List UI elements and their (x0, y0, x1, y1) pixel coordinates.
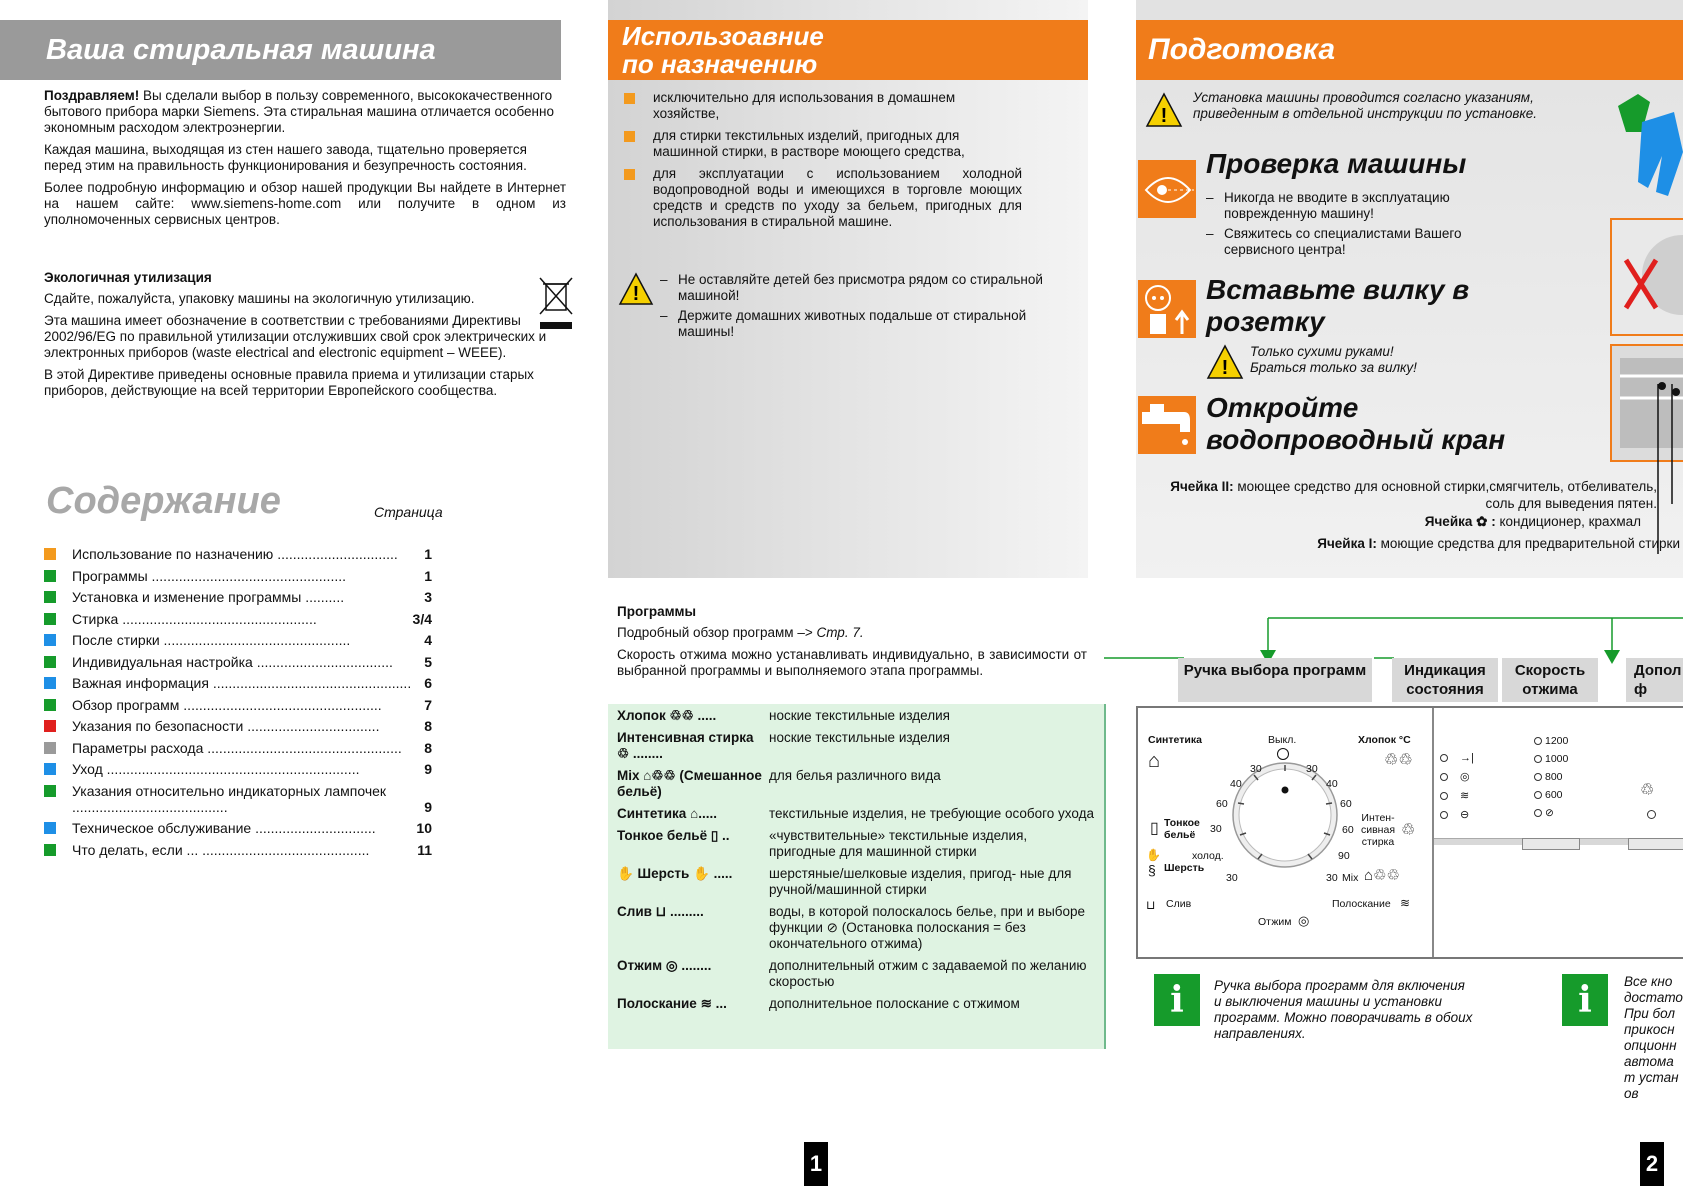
toc-item (44, 820, 432, 836)
status-icon: ≋ (1460, 790, 1470, 802)
toc-color-marker (44, 570, 56, 582)
dial-spin: Отжим (1258, 916, 1292, 928)
toc-color-marker (44, 720, 56, 732)
plug-heading: Вставьте вилку в розетку (1206, 274, 1470, 337)
dial-rinse: Полоскание (1332, 898, 1391, 910)
spin-speed-option (1534, 786, 1594, 804)
toc-item (44, 740, 432, 756)
toc-item (44, 546, 432, 562)
toc-label: Программы .................................................. (72, 567, 346, 584)
spin-note: Скорость отжима можно устанавливать индивидуально, в зависимости от выбранной программы и выполняемого этапа программы. (617, 647, 1087, 678)
temp-label: 90 (1338, 850, 1350, 862)
toc-label: Уход ................................................................. (72, 761, 360, 777)
cell-flower-description: Ячейка ✿ : кондиционер, крахмал (1424, 514, 1641, 529)
temp-label: 30 (1326, 872, 1338, 884)
toc-page-number: 3/4 (412, 610, 432, 627)
toc-page-number: 5 (424, 653, 432, 670)
delicate-icon: ▯ (1150, 820, 1159, 837)
toc-item (44, 761, 432, 777)
machine-check-picture (1610, 218, 1683, 336)
toc-page-number: 9 (424, 761, 432, 777)
eco-disposal-section (44, 270, 569, 405)
toc-label: Важная информация ................................................... (72, 675, 412, 691)
temp-label: 60 (1340, 798, 1352, 810)
cell-2-description: Ячейка II: моющее средство для основной стирки,смягчитель, отбеливатель, соль для выведения пятен. (1170, 479, 1657, 511)
header-extra-functions: Допол ф (1626, 658, 1683, 702)
dial-intensive: Интен- сивная стирка (1360, 812, 1396, 848)
list-item: исключительно для использования в домашнем хозяйстве, (622, 90, 1022, 122)
header-spin-speed: Скорость отжима (1502, 658, 1598, 702)
temp-label: 30 (1250, 763, 1262, 775)
list-item: – Никогда не вводите в эксплуатацию поврежденную машину! (1206, 190, 1450, 221)
intended-use-list (622, 90, 1022, 236)
program-description: дополнительное полоскание с отжимом (769, 996, 1020, 1011)
program-description: текстильные изделия, не требующие особого ухода (769, 806, 1094, 821)
toc-page-number: 8 (424, 739, 432, 756)
toc-color-marker (44, 591, 56, 603)
tap-heading: Откройте водопроводный кран (1206, 392, 1506, 455)
eco-paragraph: Сдайте, пожалуйста, упаковку машины на экологичную утилизацию. (44, 291, 475, 306)
speed-value: 1200 (1545, 735, 1569, 747)
list-item: – Держите домашних животных подальше от стиральной машины! (660, 308, 1027, 339)
crossed-bin-icon (538, 276, 574, 332)
warning-icon (618, 272, 654, 306)
status-indicator-list (1440, 748, 1500, 824)
toc-color-marker (44, 822, 56, 834)
toc-page-number: 8 (424, 718, 432, 734)
off-position-icon (1277, 748, 1289, 760)
toc-item (44, 842, 432, 858)
toc-item (44, 589, 432, 605)
program-row (617, 996, 1097, 1012)
toc-label: Указания относительно индикаторных лампочек ........................................ (72, 782, 387, 815)
toc-page-label: Страница (374, 504, 443, 520)
install-note: Установка машины проводится согласно указаниям, приведенным в отдельной инструкции по установке. (1193, 90, 1538, 121)
info-icon: i (1154, 974, 1200, 1026)
toc-label: Использование по назначению ............................... (72, 546, 398, 562)
program-name: Слив ⊔ ......... (617, 904, 704, 919)
toc-item (44, 718, 432, 734)
temp-label: 40 (1326, 778, 1338, 790)
programs-overview: Подробный обзор программ –> Стр. 7. (617, 625, 864, 640)
table-of-contents (44, 546, 432, 863)
program-description: шерстяные/шелковые изделия, пригод- ные для ручной/машинной стирки (769, 866, 1072, 897)
status-led (1440, 754, 1448, 762)
toc-page-number: 1 (424, 567, 432, 584)
hand-wash-icon: ✋ (1146, 848, 1161, 862)
program-name: Тонкое бельё ▯ .. (617, 828, 730, 843)
toc-color-marker (44, 763, 56, 775)
intro-paragraph: Каждая машина, выходящая из стен нашего завода, тщательно проверяется перед этим на правильность функционирования и безупречность состояния. (44, 142, 527, 173)
program-name: Mix ⌂♲♲ (Смешанное бельё) (617, 768, 762, 799)
option-button[interactable] (1628, 838, 1683, 850)
list-item: для стирки текстильных изделий, пригодных для машинной стирки, в растворе моющего средства, (622, 128, 1022, 160)
status-led (1440, 773, 1448, 781)
status-indicator (1440, 748, 1500, 767)
eco-paragraph: В этой Директиве приведены основные правила приема и утилизации старых приборов, действующие на всей территории Европейского сообщества. (44, 367, 534, 398)
toc-title: Содержание (46, 480, 281, 522)
program-name: Интенсивная стирка ♲ ........ (617, 730, 754, 761)
eye-icon (1138, 160, 1196, 218)
program-row (617, 866, 1097, 898)
toc-label: После стирки ................................................ (72, 632, 351, 648)
program-description: «чувствительные» текстильные изделия, пригодные для машинной стирки (769, 828, 1028, 859)
toc-page-number: 1 (424, 546, 432, 562)
temp-label: 60 (1342, 824, 1354, 836)
children-pets-warning (660, 272, 1080, 344)
toc-color-marker (44, 677, 56, 689)
spin-speed-list (1534, 732, 1594, 822)
speed-value: 800 (1545, 771, 1563, 783)
status-led (1440, 792, 1448, 800)
dial-mix: Mix (1342, 872, 1359, 884)
intro-paragraph: Поздравляем! Вы сделали выбор в пользу современного, высококачественного бытового прибора марки Siemens. Эта стиральная машина отличается особенно экономным расходом электроэнергии. (44, 88, 554, 135)
page-title-washing-machine: Ваша стиральная машина (0, 20, 561, 80)
mix-icon: ⌂♲♲ (1364, 867, 1400, 884)
program-row (617, 958, 1097, 990)
speed-value: 1000 (1545, 753, 1569, 765)
temp-label: 30 (1210, 823, 1222, 835)
svg-text:!: ! (632, 283, 640, 305)
check-list (1206, 190, 1506, 262)
water-tap-icon (1138, 396, 1196, 454)
toc-page-number: 7 (424, 696, 432, 713)
programs-list (617, 708, 1097, 1018)
toc-item (44, 783, 432, 815)
toc-color-marker (44, 844, 56, 856)
option-led (1647, 810, 1656, 819)
spin-icon: ◎ (1298, 913, 1310, 928)
toc-item (44, 675, 432, 691)
dial-drain: Слив (1166, 898, 1192, 910)
drain-icon: ⊔ (1146, 898, 1156, 912)
page-title-preparation: Подготовка (1136, 20, 1683, 80)
toc-item (44, 611, 432, 627)
program-name: Хлопок ♲♲ ..... (617, 708, 717, 723)
speed-led (1534, 773, 1542, 781)
programs-heading: Программы (617, 604, 697, 619)
toc-page-number: 10 (416, 820, 432, 836)
cell-1-description: Ячейка I: моющие средства для предварительной стирки (1317, 536, 1680, 551)
program-row (617, 730, 1097, 762)
speed-led (1534, 755, 1542, 763)
program-description: для белья различного вида (769, 768, 941, 783)
toc-label: Обзор программ ................................................... (72, 696, 382, 713)
toc-page-number: 11 (417, 841, 432, 858)
spin-speed-option (1534, 804, 1594, 822)
program-name: Отжим ◎ ........ (617, 958, 712, 973)
toc-label: Установка и изменение программы .......... (72, 589, 345, 605)
page-title-intended-use: Использоавние по назначению (608, 20, 1088, 80)
toc-label: Индивидуальная настройка ................................... (72, 653, 393, 670)
program-name: Полоскание ≋ ... (617, 996, 727, 1011)
page-number: 1 (804, 1142, 828, 1186)
toc-page-number: 3 (424, 589, 432, 605)
dial-delicate: Тонкое бельё (1164, 817, 1200, 841)
program-name: ✋ Шерсть ✋ ..... (617, 866, 733, 881)
toc-item (44, 697, 432, 713)
dial-cold: холод. (1192, 850, 1224, 862)
status-icon: ◎ (1460, 771, 1470, 783)
warning-icon (1145, 92, 1183, 128)
panel-divider (1432, 708, 1434, 957)
spin-speed-option (1534, 768, 1594, 786)
spin-button[interactable] (1522, 838, 1580, 850)
list-item: – Не оставляйте детей без присмотра рядом со стиральной машиной! (660, 272, 1043, 303)
toc-item (44, 568, 432, 584)
program-row (617, 806, 1097, 822)
toc-label: Параметры расхода .................................................. (72, 739, 402, 756)
status-indicator (1440, 767, 1500, 786)
eco-heading: Экологичная утилизация (44, 270, 212, 285)
dial-cotton: Хлопок °C (1358, 734, 1411, 746)
program-description: ноские текстильные изделия (769, 730, 950, 745)
toc-color-marker (44, 699, 56, 711)
program-row (617, 708, 1097, 724)
plug-icon (1138, 280, 1196, 338)
program-description: ноские текстильные изделия (769, 708, 950, 723)
program-description: дополнительный отжим с задаваемой по желанию скоростью (769, 958, 1087, 989)
toc-item (44, 632, 432, 648)
status-led (1440, 811, 1448, 819)
list-item: – Свяжитесь со специалистами Вашего сервисного центра! (1206, 226, 1462, 257)
toc-color-marker (44, 548, 56, 560)
warning-icon (1206, 344, 1244, 380)
toc-page-number: 4 (424, 632, 432, 648)
toc-color-marker (44, 613, 56, 625)
speed-led (1534, 809, 1542, 817)
list-item: для эксплуатации с использованием холодной водопроводной воды и имеющихся в торговле моющих средств и средств по уходу за бельем, пригодных для использования в стиральной машине. (622, 166, 1022, 230)
toc-page-number: 9 (424, 798, 432, 815)
overview-link: Стр. 7. (816, 625, 864, 640)
program-row (617, 768, 1097, 800)
info-icon: i (1562, 974, 1608, 1026)
laundry-clothes-icon (1612, 92, 1683, 196)
toc-item (44, 654, 432, 670)
dial-off: Выкл. (1268, 734, 1297, 746)
eco-paragraph: Эта машина имеет обозначение в соответствии с требованиями Директивы 2002/96/EG по правильной утилизации отслуживших свой срок электрических и электронных приборов (waste electrical and electronic equipment – WEEE). (44, 313, 547, 360)
toc-color-marker (44, 742, 56, 754)
wool-icon: § (1148, 862, 1156, 878)
spin-speed-option (1534, 750, 1594, 768)
toc-color-marker (44, 634, 56, 646)
status-icon: →| (1460, 751, 1474, 764)
toc-page-number: 6 (424, 675, 432, 691)
dial-tick-marks (1234, 763, 1336, 867)
speed-led (1534, 791, 1542, 799)
info-buttons: Все кно достато При бол прикосн опционн автомат установ (1624, 974, 1683, 1101)
status-indicator (1440, 805, 1500, 824)
temp-label: 60 (1216, 798, 1228, 810)
speed-value: ⊘ (1545, 807, 1554, 819)
intensive-icon: ♲ (1401, 822, 1416, 839)
plug-note: Только сухими руками! Браться только за вилку! (1250, 344, 1417, 375)
header-status-indicator: Индикация состояния (1392, 658, 1498, 702)
cotton-icon: ♲♲ (1384, 752, 1413, 769)
dial-wool: Шерсть (1164, 862, 1205, 874)
program-row (617, 904, 1097, 952)
program-name: Синтетика ⌂..... (617, 806, 717, 821)
status-icon: ⊖ (1460, 809, 1470, 821)
program-row (617, 828, 1097, 860)
page-number: 2 (1640, 1142, 1664, 1186)
dial-synthetic: Синтетика (1148, 734, 1202, 746)
svg-text:!: ! (1221, 357, 1229, 379)
prewash-icon: ♲ (1640, 782, 1655, 799)
toc-label: Указания по безопасности .................................. (72, 718, 380, 734)
speed-value: 600 (1545, 789, 1563, 801)
toc-color-marker (44, 785, 56, 797)
temp-label: 30 (1226, 872, 1238, 884)
spin-speed-option (1534, 732, 1594, 750)
programs-section (617, 604, 1087, 685)
intro-paragraph: Более подробную информацию и обзор нашей продукции Вы найдете в Интернет на нашем сайте: www.siemens-home.com или получите в одном из уполномоченных сервисных центров. (44, 180, 566, 227)
toc-label: Что делать, если ... ........................................... (72, 841, 370, 858)
intro-section (44, 88, 566, 234)
toc-label: Техническое обслуживание ............................... (72, 820, 376, 836)
rinse-icon: ≋ (1400, 896, 1411, 910)
info-program-selector: Ручка выбора программ для включения и выключения машины и установки программ. Можно поворачивать в обоих направлениях. (1214, 978, 1473, 1041)
speed-led (1534, 737, 1542, 745)
toc-label: Стирка .................................................. (72, 610, 317, 627)
detergent-cells (1170, 478, 1683, 552)
program-description: воды, в которой полоскалось белье, при и выборе функции ⊘ (Остановка полоскания = без окончательного отжима) (769, 904, 1086, 951)
toc-color-marker (44, 656, 56, 668)
check-heading: Проверка машины (1206, 148, 1467, 179)
header-program-selector: Ручка выбора программ (1178, 658, 1372, 702)
synthetic-icon: ⌂ (1148, 750, 1161, 772)
temp-label: 40 (1230, 778, 1242, 790)
svg-text:!: ! (1160, 105, 1168, 127)
temp-label: 30 (1306, 763, 1318, 775)
status-indicator (1440, 786, 1500, 805)
